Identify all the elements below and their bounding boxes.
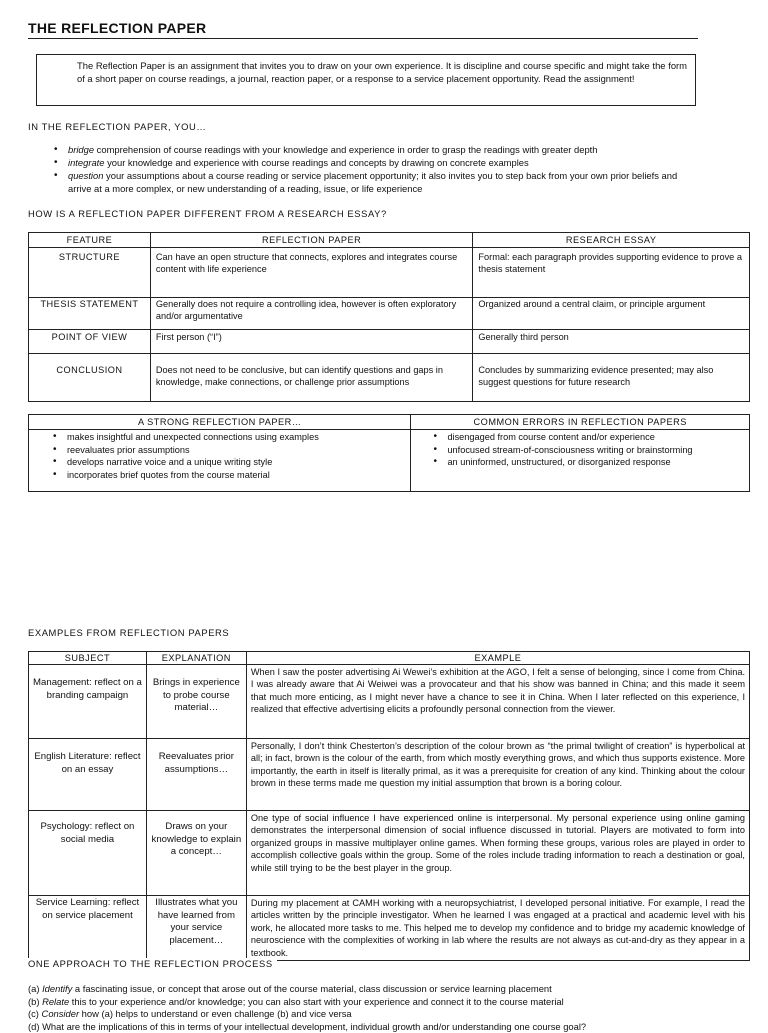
table-row (29, 248, 750, 298)
comparison-table (28, 232, 750, 402)
list-item: • incorporates brief quotes from the course material (51, 469, 406, 482)
research-cell: Organized around a central claim, or principle argument (473, 298, 750, 330)
explanation-cell: Reevaluates prior assumptions… (146, 739, 246, 811)
title-divider (28, 38, 698, 39)
column-header: EXPLANATION (146, 652, 246, 665)
comparison-heading: HOW IS A REFLECTION PAPER DIFFERENT FROM A RESEARCH ESSAY? (28, 208, 387, 219)
list-item: • unfocused stream-of-consciousness writing or brainstorming (431, 444, 745, 457)
table-header-row (29, 652, 750, 665)
in-paper-list (52, 143, 700, 195)
approach-heading: ONE APPROACH TO THE REFLECTION PROCESS (28, 958, 277, 969)
explanation-cell: Brings in experience to probe course material… (146, 665, 246, 739)
in-paper-heading: IN THE REFLECTION PAPER, YOU… (28, 121, 206, 132)
intro-text: The Reflection Paper is an assignment that invites you to draw on your own experience. It is discipline and course specific and might take the form of a short paper on course readings, a journal, reaction paper, or a response to a service placement opportunity. Read the assignment! (77, 60, 687, 84)
subject-cell: Psychology: reflect on social media (29, 811, 147, 896)
approach-list (28, 983, 750, 1033)
reflection-cell: Can have an open structure that connects, explores and integrates course content with life experience (150, 248, 473, 298)
reflection-cell: First person (“I”) (150, 330, 473, 354)
approach-item: (d) What are the implications of this in terms of your intellectual development, individual growth and/or understanding one course goal? (28, 1021, 750, 1033)
table-header-row (29, 233, 750, 248)
feature-cell: THESIS STATEMENT (29, 298, 151, 330)
list-item: • makes insightful and unexpected connections using examples (51, 431, 406, 444)
column-header: REFLECTION PAPER (150, 233, 473, 248)
table-row (29, 354, 750, 402)
table-row (29, 811, 750, 896)
subject-cell: Service Learning: reflect on service placement (29, 896, 147, 961)
page-title: THE REFLECTION PAPER (28, 20, 206, 36)
example-cell: During my placement at CAMH working with a neuropsychiatrist, I developed personal initiative. For example, I read the articles written by the principle investigator. When he learned I was engaged at a practical and academic level with his work, he allocated more tasks to me. This helped me to develop my confidence and to bridge my academic knowledge of neuroscience with the complexities of working in lab where the results are not always as cut-and-dry as they appear in a textbook. (246, 896, 749, 961)
column-header: A STRONG REFLECTION PAPER… (29, 415, 411, 430)
research-cell: Concludes by summarizing evidence presented; may also suggest questions for future research (473, 354, 750, 402)
list-item: • an uninformed, unstructured, or disorganized response (431, 456, 745, 469)
strong-list (51, 431, 406, 481)
reflection-cell: Does not need to be conclusive, but can identify questions and gaps in knowledge, make connections, or challenge prior assumptions (150, 354, 473, 402)
feature-cell: POINT OF VIEW (29, 330, 151, 354)
example-cell: When I saw the poster advertising Ai Wewei’s exhibition at the AGO, I felt a sense of belonging, since I come from China. I was already aware that Ai Weiwei was a provocateur and that his show was banned in China; and this made it seem that much more enticing, as I might never have a chance to see it in China. When I later reflected on this experience, I realized that effective advertising elicits a profoundly personal connection from the viewer. (246, 665, 749, 739)
subject-cell: Management: reflect on a branding campaign (29, 665, 147, 739)
approach-item: (c) Consider how (a) helps to understand or even challenge (b) and vice versa (28, 1008, 750, 1021)
errors-cell (411, 430, 750, 492)
strong-cell (29, 430, 411, 492)
examples-heading: EXAMPLES FROM REFLECTION PAPERS (28, 627, 229, 638)
strong-errors-table (28, 414, 750, 492)
column-header: SUBJECT (29, 652, 147, 665)
column-header: COMMON ERRORS IN REFLECTION PAPERS (411, 415, 750, 430)
list-item: • bridge comprehension of course readings with your knowledge and experience in order to grasp the readings with greater depth (52, 143, 700, 156)
example-cell: One type of social influence I have experienced online is interpersonal. My personal experience using online gaming demonstrates the interpersonal dimension of social influence discussed in tutorial. Players are motivated to form into organized groups in massive multiplayer online games. When forming these groups, various roles are played in order to accomplish collective goals within the group. Some of the roles include trading information to reach a destination or goal, while still trying to be the best player in the group. (246, 811, 749, 896)
feature-cell: CONCLUSION (29, 354, 151, 402)
feature-cell: STRUCTURE (29, 248, 151, 298)
explanation-cell: Draws on your knowledge to explain a concept… (146, 811, 246, 896)
approach-item: (a) Identify a fascinating issue, or concept that arose out of the course material, class discussion or service learning placement (28, 983, 750, 996)
list-item: • integrate your knowledge and experience with course readings and concepts by drawing on concrete examples (52, 156, 700, 169)
approach-item: (b) Relate this to your experience and/or knowledge; you can also start with your experience and connect it to the course material (28, 996, 750, 1009)
table-row (29, 739, 750, 811)
list-item: • question your assumptions about a course reading or service placement opportunity; it also invites you to step back from your own prior beliefs and arrive at a more complex, or new understanding of a reading, issue, or life experience (52, 169, 700, 195)
subject-cell: English Literature: reflect on an essay (29, 739, 147, 811)
list-item: • develops narrative voice and a unique writing style (51, 456, 406, 469)
research-cell: Formal: each paragraph provides supporting evidence to prove a thesis statement (473, 248, 750, 298)
research-cell: Generally third person (473, 330, 750, 354)
table-row (29, 896, 750, 961)
table-row (29, 330, 750, 354)
table-row (29, 430, 750, 492)
column-header: RESEARCH ESSAY (473, 233, 750, 248)
table-row (29, 665, 750, 739)
table-header-row (29, 415, 750, 430)
list-item: • reevaluates prior assumptions (51, 444, 406, 457)
table-row (29, 298, 750, 330)
column-header: EXAMPLE (246, 652, 749, 665)
reflection-cell: Generally does not require a controlling idea, however is often exploratory and/or argumentative (150, 298, 473, 330)
explanation-cell: Illustrates what you have learned from your service placement… (146, 896, 246, 961)
examples-table (28, 651, 750, 961)
errors-list (431, 431, 745, 469)
intro-box (36, 54, 696, 106)
list-item: • disengaged from course content and/or experience (431, 431, 745, 444)
example-cell: Personally, I don’t think Chesterton’s description of the colour brown as “the primal twilight of creation” is hyperbolical at all; in fact, brown is the colour of the earth, from which mostly everything grows, and which thus supports existence. More importantly, the earth in itself is literally primal, as it was a prerequisite for creation of any kind. Thinking about the colour brown in these terms made me question my initial assumption that brown is a boring colour. (246, 739, 749, 811)
column-header: FEATURE (29, 233, 151, 248)
